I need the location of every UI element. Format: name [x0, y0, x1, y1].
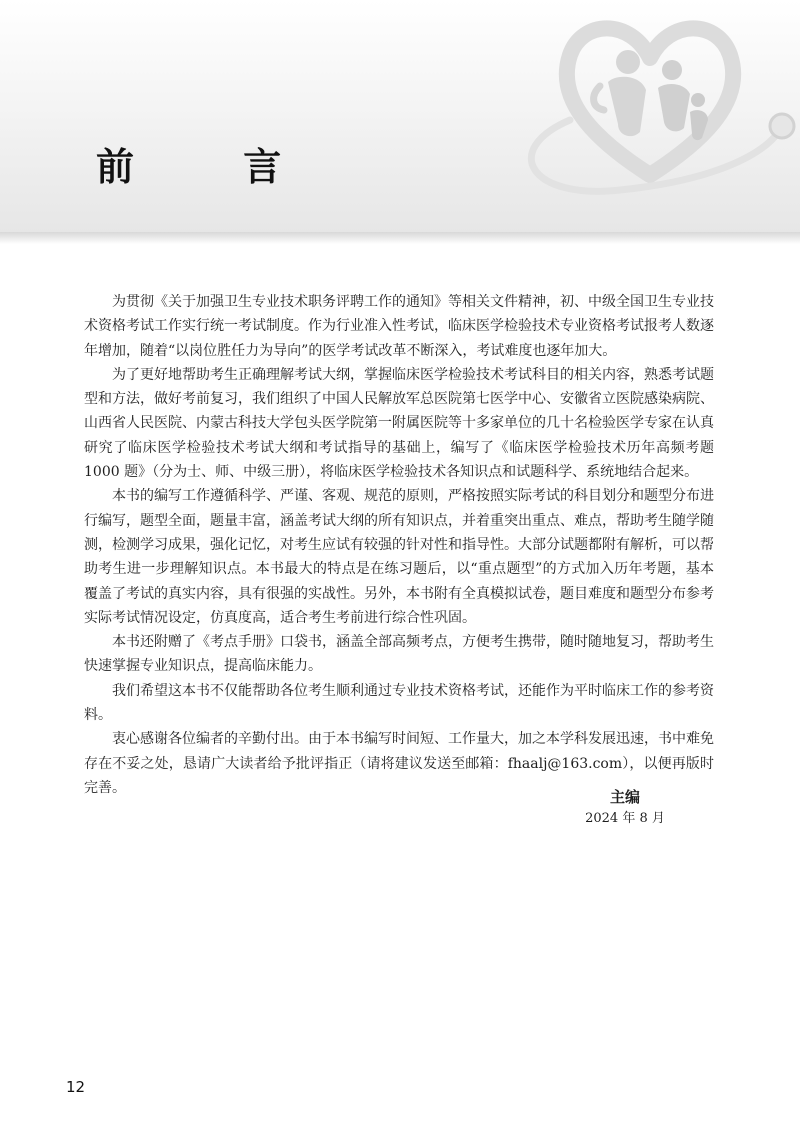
editor-label: 主编 [609, 788, 640, 806]
header-band [0, 0, 800, 236]
signature-block [560, 786, 690, 830]
paragraph: 为了更好地帮助考生正确理解考试大纲，掌握临床医学检验技术考试科目的相关内容，熟悉考试题型和方法，做好考前复习，我们组织了中国人民解放军总医院第七医学中心、安徽省立医院感染病院、山西省人民医院、内蒙古科技大学包头医学院第一附属医院等十多家单位的几十名检验医学专家在认真研究了临床医学检验技术考试大纲和考试指导的基础上，编写了《临床医学检验技术历年高频考题 1000 题》（分为士、师、中级三册），将临床医学检验技术各知识点和试题科学、系统地结合起来。 [84, 366, 714, 481]
preface-body [84, 290, 714, 800]
page-number: 12 [66, 1078, 86, 1096]
stethoscope-heart-family-icon [500, 0, 800, 236]
header-divider [0, 232, 800, 244]
paragraph: 衷心感谢各位编者的辛勤付出。由于本书编写时间短、工作量大，加之本学科发展迅速，书中难免存在不妥之处，恳请广大读者给予批评指正（请将建议发送至邮箱：fhaalj@163.com），以便再版时完善。 [84, 731, 714, 796]
page-title: 前 言 [96, 145, 330, 189]
signature-date: 2024 年 8 月 [585, 811, 665, 826]
paragraph: 为贯彻《关于加强卫生专业技术职务评聘工作的通知》等相关文件精神，初、中级全国卫生专业技术资格考试工作实行统一考试制度。作为行业准入性考试，临床医学检验技术专业资格考试报考人数逐年增加，随着“以岗位胜任力为导向”的医学考试改革不断深入，考试难度也逐年加大。 [84, 294, 714, 359]
paragraph: 本书还附赠了《考点手册》口袋书，涵盖全部高频考点，方便考生携带，随时随地复习，帮助考生快速掌握专业知识点，提高临床能力。 [84, 634, 714, 675]
paragraph: 本书的编写工作遵循科学、严谨、客观、规范的原则，严格按照实际考试的科目划分和题型分布进行编写，题型全面，题量丰富，涵盖考试大纲的所有知识点，并着重突出重点、难点，帮助考生随学随测，检测学习成果，强化记忆，对考生应试有较强的针对性和指导性。大部分试题都附有解析，可以帮助考生进一步理解知识点。本书最大的特点是在练习题后，以“重点题型”的方式加入历年考题，基本覆盖了考试的真实内容，具有很强的实战性。另外，本书附有全真模拟试卷，题目难度和题型分布参考实际考试情况设定，仿真度高，适合考生考前进行综合性巩固。 [84, 488, 714, 626]
paragraph: 我们希望这本书不仅能帮助各位考生顺利通过专业技术资格考试，还能作为平时临床工作的参考资料。 [84, 682, 714, 724]
